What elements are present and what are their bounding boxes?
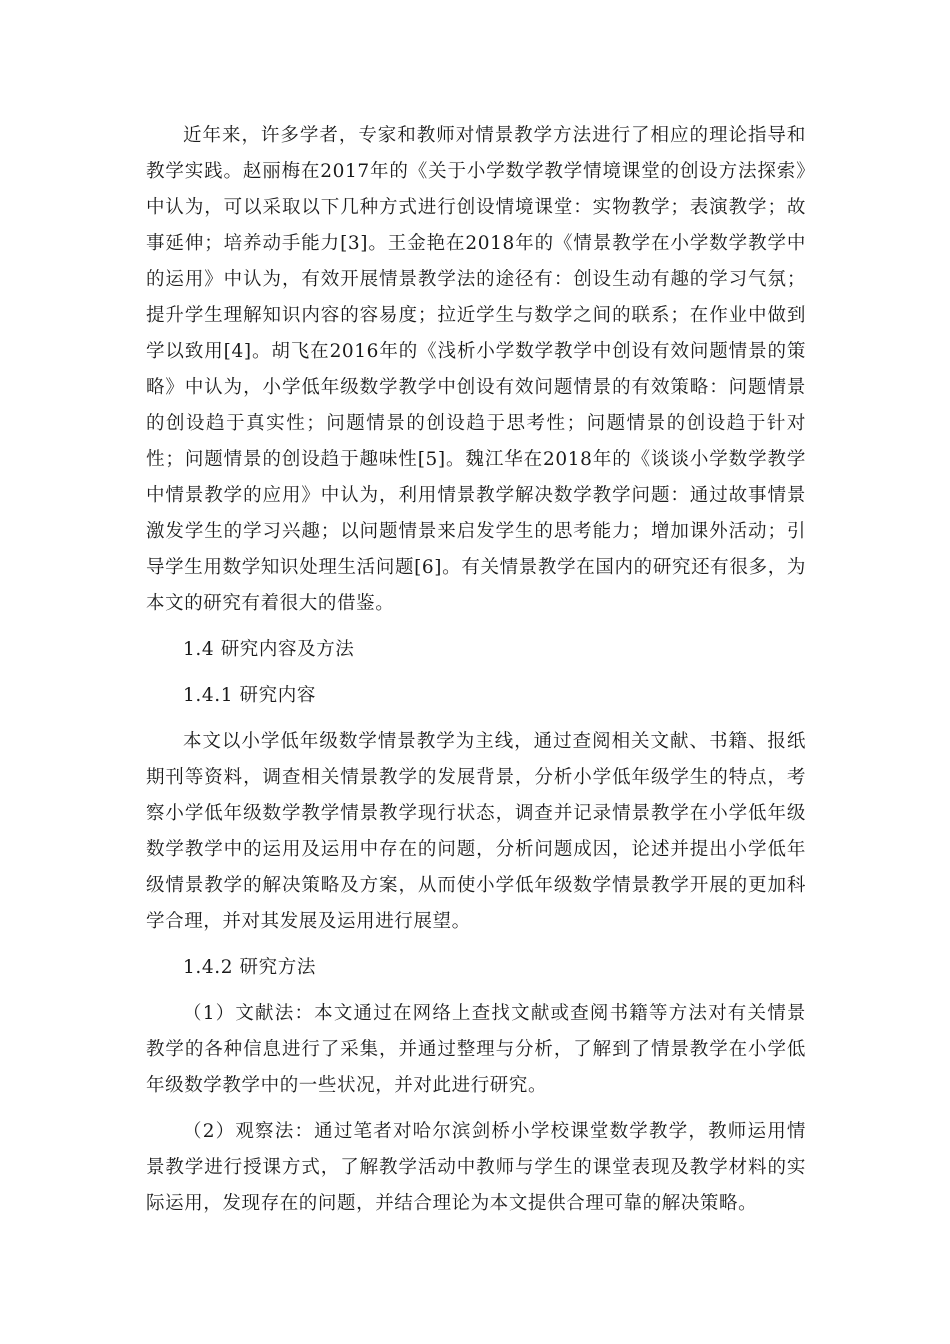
document-body (146, 118, 806, 1222)
paragraph-literature-review: 近年来，许多学者，专家和教师对情景教学方法进行了相应的理论指导和教学实践。赵丽梅在2017年的《关于小学数学教学情境课堂的创设方法探索》中认为，可以采取以下几种方式进行创设情境课堂：实物教学；表演教学；故事延伸；培养动手能力[3]。王金艳在2018年的《情景教学在小学数学教学中的运用》中认为，有效开展情景教学法的途径有：创设生动有趣的学习气氛；提升学生理解知识内容的容易度；拉近学生与数学之间的联系；在作业中做到学以致用[4]。胡飞在2016年的《浅析小学数学教学中创设有效问题情景的策略》中认为，小学低年级数学教学中创设有效问题情景的有效策略：问题情景的创设趋于真实性；问题情景的创设趋于思考性；问题情景的创设趋于针对性；问题情景的创设趋于趣味性[5]。魏江华在2018年的《谈谈小学数学教学中情景教学的应用》中认为，利用情景教学解决数学教学问题：通过故事情景激发学生的学习兴趣；以问题情景来启发学生的思考能力；增加课外活动；引导学生用数学知识处理生活问题[6]。有关情景教学在国内的研究还有很多，为本文的研究有着很大的借鉴。 (146, 125, 806, 614)
paragraph-method-observation: （2）观察法：通过笔者对哈尔滨剑桥小学校课堂数学教学，教师运用情景教学进行授课方式，了解教学活动中教师与学生的课堂表现及教学材料的实际运用，发现存在的问题，并结合理论为本文提供合理可靠的解决策略。 (146, 1121, 806, 1214)
paragraph-research-content: 本文以小学低年级数学情景教学为主线，通过查阅相关文献、书籍、报纸期刊等资料，调查相关情景教学的发展背景，分析小学低年级学生的特点，考察小学低年级数学教学情景教学现行状态，调查并记录情景教学在小学低年级数学教学中的运用及运用中存在的问题，分析问题成因，论述并提出小学低年级情景教学的解决策略及方案，从而使小学低年级数学情景教学开展的更加科学合理，并对其发展及运用进行展望。 (146, 731, 806, 932)
paragraph-method-literature: （1）文献法：本文通过在网络上查找文献或查阅书籍等方法对有关情景教学的各种信息进行了采集，并通过整理与分析，了解到了情景教学在小学低年级数学教学中的一些状况，并对此进行研究。 (146, 1003, 806, 1096)
section-heading-1-4-1: 1.4.1 研究内容 (183, 685, 316, 706)
section-heading-1-4: 1.4 研究内容及方法 (183, 639, 355, 660)
section-heading-1-4-2: 1.4.2 研究方法 (183, 957, 316, 978)
